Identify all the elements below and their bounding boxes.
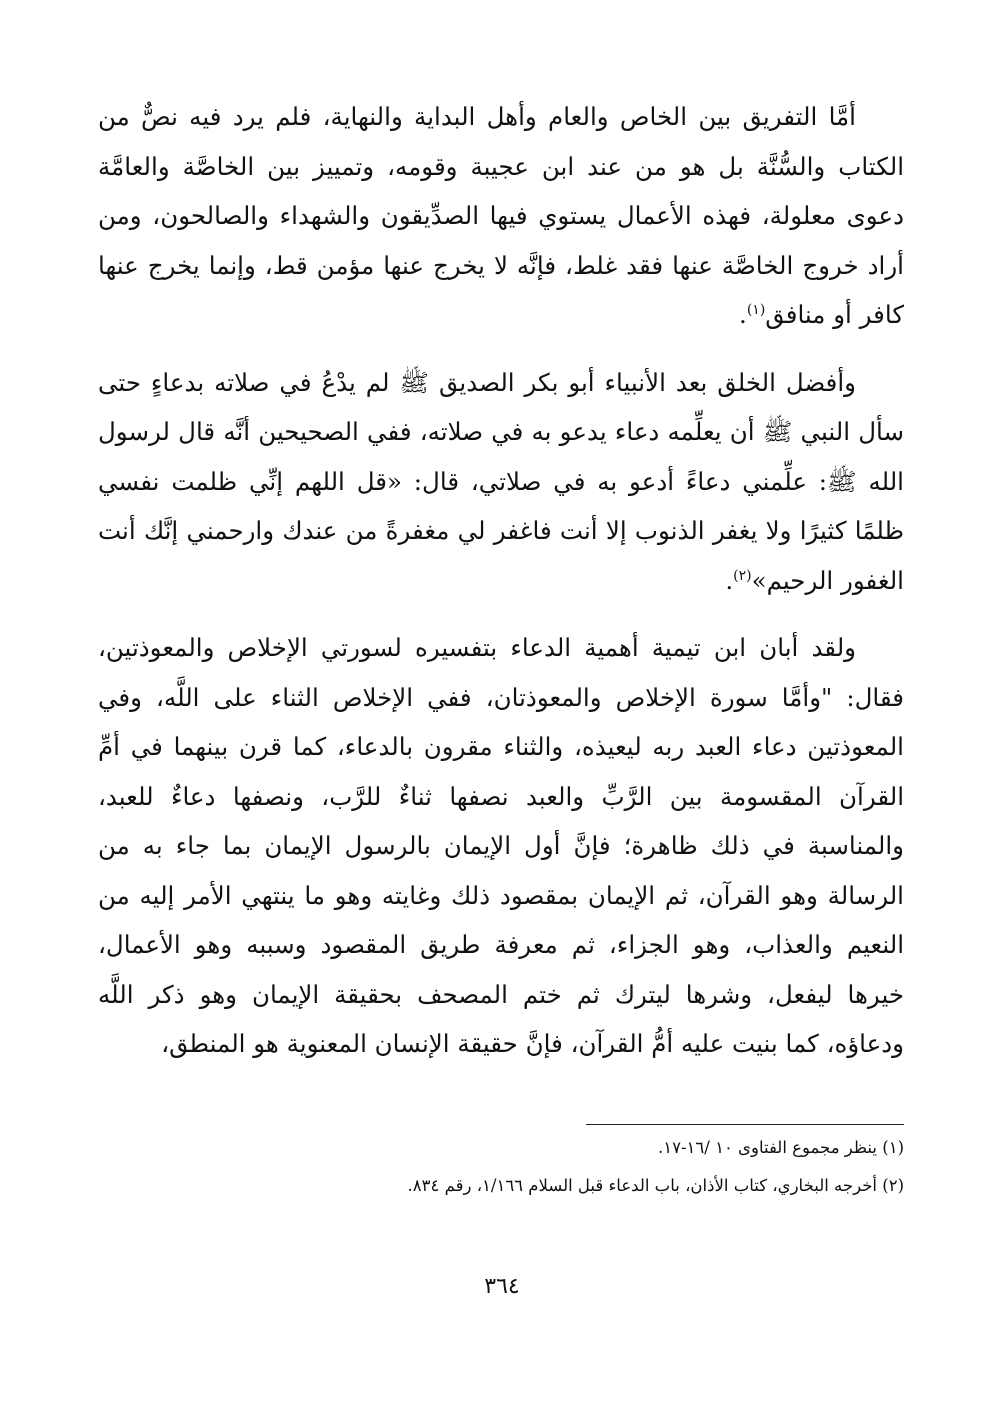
paragraph-3: [98, 623, 904, 1069]
paragraph-text: وأفضل الخلق بعد الأنبياء أبو بكر الصديق ﷺ لم يدْعُ في صلاته بدعاءٍ حتى سأل النبي ﷺ أن يعلِّمه دعاء يدعو به في صلاته، ففي الصحيحين أنَّه قال لرسول الله ﷺ: علِّمني دعاءً أدعو به في صلاتي، قال: «قل اللهم إنِّي ظلمت نفسي ظلمًا كثيرًا ولا يغفر الذنوب إلا أنت فاغفر لي مغفرةً من عندك وارحمني إنَّك أنت الغفور الرحيم»: [98, 367, 904, 595]
paragraph-tail: .: [739, 300, 747, 329]
footnote-2: (٢) أخرجه البخاري، كتاب الأذان، باب الدعاء قبل السلام ١/١٦٦، رقم ٨٣٤.: [407, 1176, 904, 1195]
paragraph-text: أمَّا التفريق بين الخاص والعام وأهل البداية والنهاية، فلم يرد فيه نصٌّ من الكتاب والسُّنَّة بل هو من عند ابن عجيبة وقومه، وتمييز بين الخاصَّة والعامَّة دعوى معلولة، فهذه الأعمال يستوي فيها الصدِّيقون والشهداء والصالحون، ومن أراد خروج الخاصَّة عنها فقد غلط، فإنَّه لا يخرج عنها مؤمن قط، وإنما يخرج عنها كافر أو منافق: [98, 102, 904, 329]
footnote-reference[interactable]: (١): [746, 301, 766, 318]
footnote-reference[interactable]: (٢): [733, 567, 752, 584]
paragraph-2: [98, 358, 904, 606]
paragraph-1: [98, 92, 904, 340]
main-text: [98, 92, 904, 1087]
paragraph-tail: .: [725, 565, 734, 595]
footnote-1: (١) ينظر مجموع الفتاوى ١٠ /١٦-١٧.: [657, 1138, 904, 1157]
page-number: ٣٦٤: [484, 1274, 520, 1299]
paragraph-text: ولقد أبان ابن تيمية أهمية الدعاء بتفسيره لسورتي الإخلاص والمعوذتين، فقال: "وأمَّا سورة الإخلاص والمعوذتان، ففي الإخلاص الثناء على اللَّه، وفي المعوذتين دعاء العبد ربه ليعيذه، والثناء مقرون بالدعاء، كما قرن بينهما في أمِّ القرآن المقسومة بين الرَّبِّ والعبد نصفها ثناءٌ للرَّب، ونصفها دعاءٌ للعبد، والمناسبة في ذلك ظاهرة؛ فإنَّ أول الإيمان بالرسول الإيمان بما جاء به من الرسالة وهو القرآن، ثم الإيمان بمقصود ذلك وغايته وهو ما ينتهي الأمر إليه من النعيم والعذاب، وهو الجزاء، ثم معرفة طريق المقصود وسببه وهو الأعمال، خيرها ليفعل، وشرها ليترك ثم ختم المصحف بحقيقة الإيمان وهو ذكر اللَّه ودعاؤه، كما بنيت عليه أمُّ القرآن، فإنَّ حقيقة الإنسان المعنوية هو المنطق،: [98, 633, 904, 1058]
footnotes: [98, 1136, 904, 1212]
footnote-divider: [586, 1124, 904, 1125]
